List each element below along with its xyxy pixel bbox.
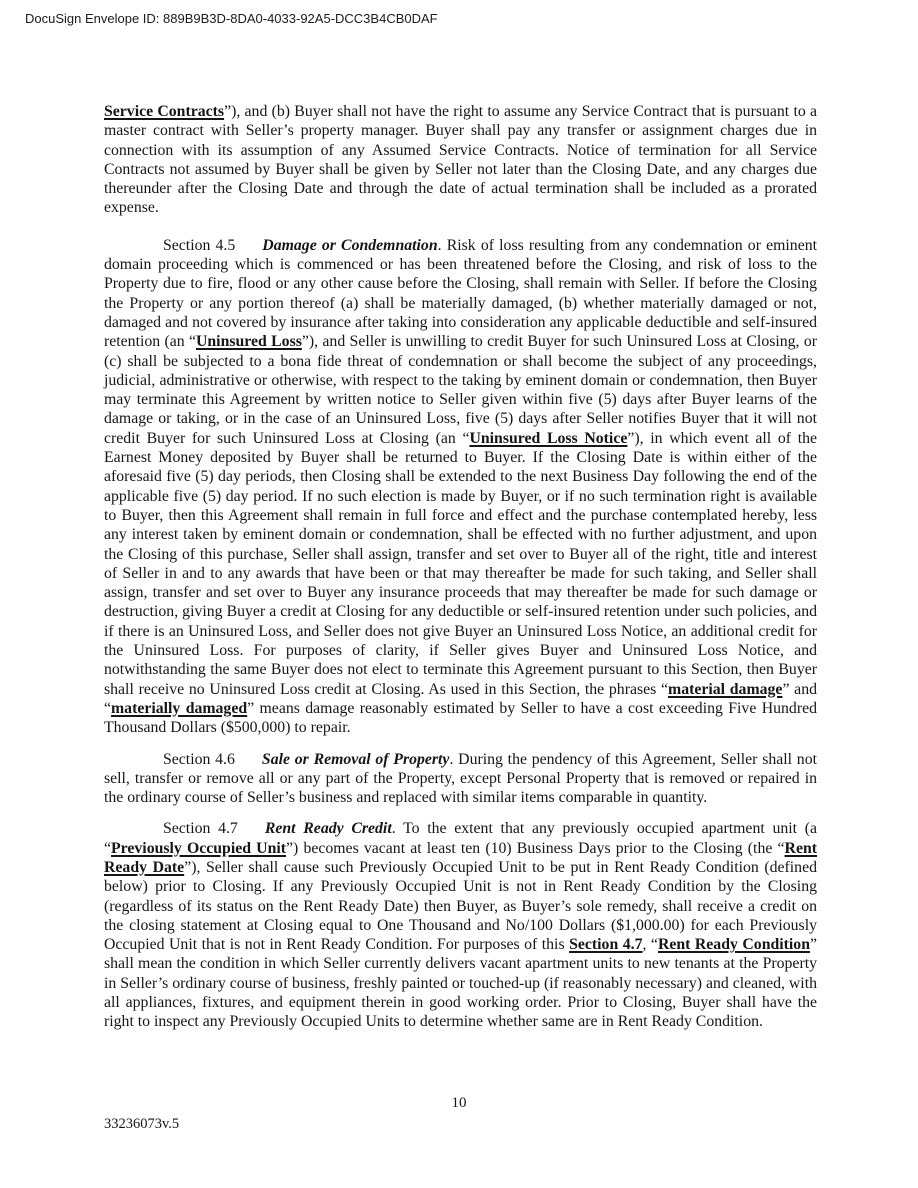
section-heading: Rent Ready Credit bbox=[264, 820, 392, 838]
text-run: Section 4.5 bbox=[163, 236, 236, 254]
text-run: ”), and Seller is unwilling to credit Buyer for such Uninsured Loss at Closing, or (c) shall be subjected to a bona fide threat of condemnation or shall become the subject of any proceedings, judicial, administrative or otherwise, with respect to the taking by eminent domain or condemnation, then Buyer may terminate this Agreement by written notice to Seller given within five (5) days after Buyer learns of the damage or taking, or in the case of an Uninsured Loss, five (5) days after Seller notifies Buyer that it will not credit Buyer for such Uninsured Loss at Closing (an “ bbox=[104, 333, 817, 447]
text-run: ” shall mean the condition in which Seller currently delivers vacant apartment units to new tenants at the Property in Seller’s ordinary course of business, freshly painted or touched-up (if reasonably necessary) and cleaned, with all appliances, fixtures, and equipment therein in good working order. Prior to Closing, Buyer shall have the right to inspect any Previously Occupied Units to determine whether same are in Rent Ready Condition. bbox=[104, 936, 817, 1031]
section-heading: Damage or Condemnation bbox=[262, 236, 438, 254]
paragraph-section-4-7 bbox=[104, 819, 817, 1031]
text-run: . During the pendency of this Agreement, Seller shall not sell, transfer or remove all or any part of the Property, except Personal Property that is removed or repaired in the ordinary course of Seller’s business and replaced with similar items comparable in quantity. bbox=[104, 750, 817, 807]
text-run: ”) becomes vacant at least ten (10) Business Days prior to the Closing (the “ bbox=[286, 839, 785, 857]
defined-term: Section 4.7 bbox=[569, 936, 643, 954]
defined-term: material damage bbox=[668, 680, 783, 698]
page-number: 10 bbox=[451, 1095, 467, 1111]
text-run: Section 4.6 bbox=[163, 750, 235, 768]
text-run: Section 4.7 bbox=[163, 820, 238, 838]
defined-term: Rent Ready Date bbox=[104, 839, 817, 876]
defined-term: Rent Ready Condition bbox=[657, 936, 810, 954]
docusign-envelope-id: DocuSign Envelope ID: 889B9B3D-8DA0-4033-92A5-DCC3B4CB0DAF bbox=[25, 11, 438, 26]
text-run: ” and “ bbox=[104, 680, 817, 717]
defined-term: Uninsured Loss bbox=[195, 333, 302, 351]
text-run: ”), in which event all of the Earnest Money deposited by Buyer shall be returned to Buyer. If the Closing Date is within either of the aforesaid five (5) day periods, then Closing shall be extended to the next Business Day following the end of the applicable five (5) day period. If no such election is made by Buyer, or if no such termination right is available to Buyer, then this Agreement shall remain in full force and effect and the purchase contemplated hereby, less any interest taken by eminent domain or condemnation, shall be effected with no further adjustment, and upon the Closing of this purchase, Seller shall assign, transfer and set over to Buyer all of the right, title and interest of Seller in and to any awards that have been or that may thereafter be made for such taking, and Seller shall assign, transfer and set over to Buyer any insurance proceeds that may thereafter be made for such damage or destruction, giving Buyer a credit at Closing for any deductible or self-insured retention under such policies, and if there is an Uninsured Loss, and Seller does not give Buyer an Uninsured Loss Notice, an additional credit for the Uninsured Loss. For purposes of clarity, if Seller gives Buyer and Uninsured Loss Notice, and notwithstanding the same Buyer does not elect to terminate this Agreement pursuant to this Section, then Buyer shall receive no Uninsured Loss credit at Closing. As used in this Section, the phrases “ bbox=[104, 429, 818, 698]
text-run: ”), Seller shall cause such Previously Occupied Unit to be put in Rent Ready Condition (defined below) prior to Closing. If any Previously Occupied Unit is not in Rent Ready Condition by the Closing (regardless of its status on the Rent Ready Date) then Buyer, as Buyer’s sole remedy, shall receive a credit on the closing statement at Closing equal to One Thousand and No/100 Dollars ($1,000.00) for each Previously Occupied Unit that is not in Rent Ready Condition. For purposes of this bbox=[104, 858, 817, 954]
text-run: ”), and (b) Buyer shall not have the right to assume any Service Contract that is pursuant to a master contract with Seller’s property manager. Buyer shall pay any transfer or assignment charges due in connection with its assumption of any Assumed Service Contracts. Notice of termination for all Service Contracts not assumed by Buyer shall be given by Seller not later than the Closing Date, and any charges due thereunder after the Closing Date and through the date of actual termination shall be included as a prorated expense. bbox=[104, 103, 817, 217]
text-run: . Risk of loss resulting from any condemnation or eminent domain proceeding which is commenced or has been threatened before the Closing, and risk of loss to the Property due to fire, flood or any other cause before the Closing, shall remain with Seller. If before the Closing the Property or any portion thereof (a) shall be materially damaged, (b) whether materially damaged or not, damaged and not covered by insurance after taking into consideration any applicable deductible and self-insured retention (an “ bbox=[104, 236, 817, 351]
section-heading: Sale or Removal of Property bbox=[261, 750, 450, 768]
text-run: , “ bbox=[642, 936, 658, 954]
paragraph-service-contracts-continuation bbox=[104, 102, 817, 218]
defined-term: Uninsured Loss Notice bbox=[469, 429, 628, 447]
text-run: . To the extent that any previously occupied apartment unit (a “ bbox=[104, 820, 817, 857]
paragraph-section-4-5 bbox=[104, 236, 817, 738]
defined-term: Previously Occupied Unit bbox=[111, 839, 287, 857]
document-body bbox=[104, 102, 817, 1044]
defined-term: Service Contracts bbox=[104, 103, 225, 120]
defined-term: materially damaged bbox=[111, 699, 248, 717]
document-version-number: 33236073v.5 bbox=[104, 1116, 180, 1132]
paragraph-section-4-6 bbox=[104, 750, 817, 808]
text-run: ” means damage reasonably estimated by Seller to have a cost exceeding Five Hundred Thousand Dollars ($500,000) to repair. bbox=[104, 699, 817, 737]
